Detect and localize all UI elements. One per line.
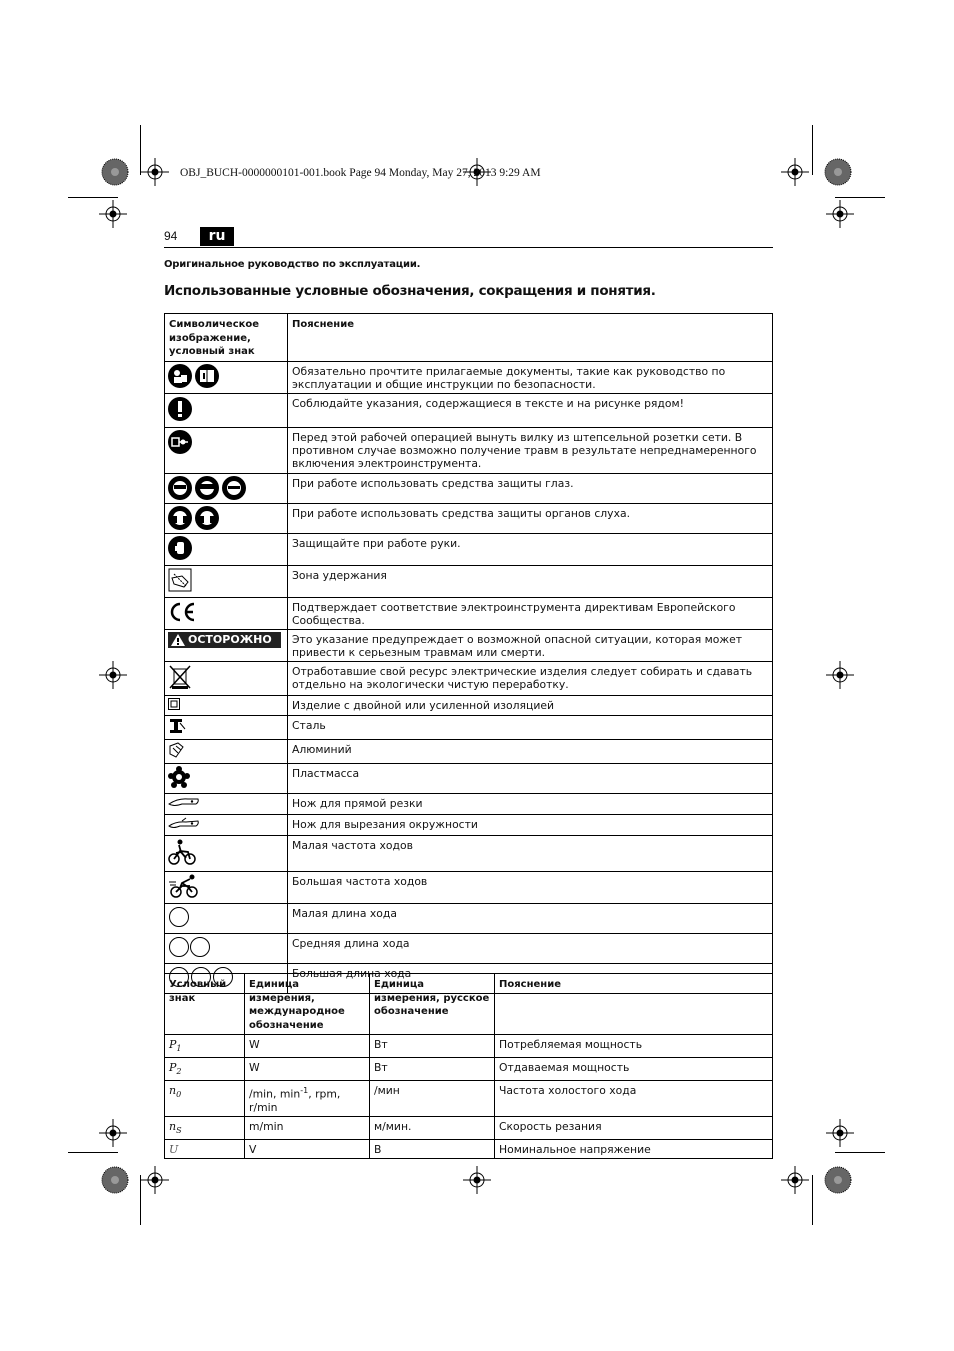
row-explanation: Средняя длина хода — [288, 933, 773, 963]
table-row — [165, 533, 773, 565]
symbols-table — [164, 313, 773, 994]
table-row — [165, 739, 773, 763]
ce-mark-icon — [165, 597, 288, 629]
table-header-row — [165, 314, 773, 362]
row-explanation: Алюминий — [288, 739, 773, 763]
unit-explanation: Скорость резания — [495, 1116, 773, 1139]
column-header-symbol: Символическое изображение, условный знак — [165, 314, 288, 362]
unit-explanation: Частота холостого хода — [495, 1081, 773, 1117]
weee-bin-icon — [165, 661, 288, 695]
unit-symbol: $P_2$ — [165, 1058, 245, 1081]
warning-label: ОСТОРОЖНО — [168, 632, 281, 648]
circle-blade-icon — [165, 814, 288, 835]
aluminium-icon — [165, 739, 288, 763]
unit-explanation: Номинальное напряжение — [495, 1140, 773, 1159]
steel-icon — [165, 715, 288, 739]
row-explanation: При работе использовать средства защиты органов слуха. — [288, 503, 773, 533]
column-header-intl-unit: Единица измерения, международное обозначение — [245, 974, 370, 1035]
unit-explanation: Потребляемая мощность — [495, 1035, 773, 1058]
table-row — [165, 629, 773, 661]
unit-symbol: $P_1$ — [165, 1035, 245, 1058]
row-explanation: Большая длина хода — [288, 963, 773, 993]
table-row — [165, 1081, 773, 1117]
row-explanation: Перед этой рабочей операцией вынуть вилку из штепсельной розетки сети. В противном случае возможно получение травм в результате непреднамеренного включения электроинструмента. — [288, 427, 773, 473]
row-explanation: При работе использовать средства защиты глаз. — [288, 473, 773, 503]
double-insulation-icon — [165, 695, 288, 715]
table-row — [165, 1058, 773, 1081]
two-circles-icon — [165, 933, 288, 963]
fast-cyclist-icon — [165, 871, 288, 903]
table-row — [165, 361, 773, 393]
ru-unit: В — [370, 1140, 495, 1159]
row-explanation: Нож для вырезания окружности — [288, 814, 773, 835]
one-circle-icon — [165, 903, 288, 933]
exclamation-icon — [165, 393, 288, 427]
row-explanation: Нож для прямой резки — [288, 793, 773, 814]
table-row — [165, 393, 773, 427]
table-row — [165, 503, 773, 533]
unit-symbol: $n_0$ — [165, 1081, 245, 1117]
column-header-explanation: Пояснение — [495, 974, 773, 1035]
column-header-explanation: Пояснение — [288, 314, 773, 362]
ru-unit: м/мин. — [370, 1116, 495, 1139]
warning-label-icon — [165, 629, 288, 661]
table-row — [165, 933, 773, 963]
straight-blade-icon — [165, 793, 288, 814]
table-row — [165, 661, 773, 695]
grip-zone-icon — [165, 565, 288, 597]
table-row — [165, 695, 773, 715]
row-explanation: Пластмасса — [288, 763, 773, 793]
intl-unit: V — [245, 1140, 370, 1159]
table-row — [165, 715, 773, 739]
row-explanation: Защищайте при работе руки. — [288, 533, 773, 565]
table-row — [165, 793, 773, 814]
table-row — [165, 427, 773, 473]
table-row — [165, 597, 773, 629]
eye-protection-icons — [165, 473, 288, 503]
row-explanation: Обязательно прочтите прилагаемые документы, такие как руководство по эксплуатации и общие инструкции по безопасности. — [288, 361, 773, 393]
header-rule — [164, 247, 773, 248]
gloves-icon — [165, 533, 288, 565]
row-explanation: Подтверждает соответствие электроинструмента директивам Европейского Сообщества. — [288, 597, 773, 629]
column-header-ru-unit: Единица измерения, русское обозначение — [370, 974, 495, 1035]
intl-unit: W — [245, 1035, 370, 1058]
intl-unit: /min, $\min^{-1}$, rpm, r/min — [245, 1081, 370, 1117]
table-row — [165, 814, 773, 835]
row-explanation: Сталь — [288, 715, 773, 739]
table-row — [165, 763, 773, 793]
table-row — [165, 473, 773, 503]
table-row — [165, 1140, 773, 1159]
intl-unit: m/min — [245, 1116, 370, 1139]
table-row — [165, 1035, 773, 1058]
table-row — [165, 565, 773, 597]
language-badge: ru — [200, 227, 234, 246]
ear-protection-icons — [165, 503, 288, 533]
unit-symbol: U — [165, 1140, 245, 1159]
unplug-icon — [165, 427, 288, 473]
section-title: Использованные условные обозначения, сокращения и понятия. — [164, 283, 656, 299]
units-table — [164, 973, 773, 1159]
table-row — [165, 903, 773, 933]
table-row — [165, 871, 773, 903]
table-row — [165, 835, 773, 871]
row-explanation: Большая частота ходов — [288, 871, 773, 903]
ru-unit: Вт — [370, 1035, 495, 1058]
plastic-icon — [165, 763, 288, 793]
row-explanation: Отработавшие свой ресурс электрические изделия следует собирать и сдавать отдельно на экологически чистую переработку. — [288, 661, 773, 695]
ru-unit: Вт — [370, 1058, 495, 1081]
read-manual-icons — [165, 361, 288, 393]
unit-explanation: Отдаваемая мощность — [495, 1058, 773, 1081]
column-header-symbol: Условный знак — [165, 974, 245, 1035]
file-info-line: OBJ_BUCH-0000000101-001.book Page 94 Monday, May 27, 2013 9:29 AM — [180, 167, 541, 179]
row-explanation: Зона удержания — [288, 565, 773, 597]
table-row — [165, 1116, 773, 1139]
page-number: 94 — [164, 229, 178, 243]
row-explanation: Малая длина хода — [288, 903, 773, 933]
slow-cyclist-icon — [165, 835, 288, 871]
ru-unit: /мин — [370, 1081, 495, 1117]
row-explanation: Изделие с двойной или усиленной изоляцией — [288, 695, 773, 715]
intl-unit: W — [245, 1058, 370, 1081]
table-header-row — [165, 974, 773, 1035]
row-explanation: Это указание предупреждает о возможной опасной ситуации, которая может привести к серьезным травмам или смерти. — [288, 629, 773, 661]
row-explanation: Малая частота ходов — [288, 835, 773, 871]
unit-symbol: $n_S$ — [165, 1116, 245, 1139]
document-subtitle: Оригинальное руководство по эксплуатации. — [164, 259, 421, 270]
row-explanation: Соблюдайте указания, содержащиеся в тексте и на рисунке рядом! — [288, 393, 773, 427]
